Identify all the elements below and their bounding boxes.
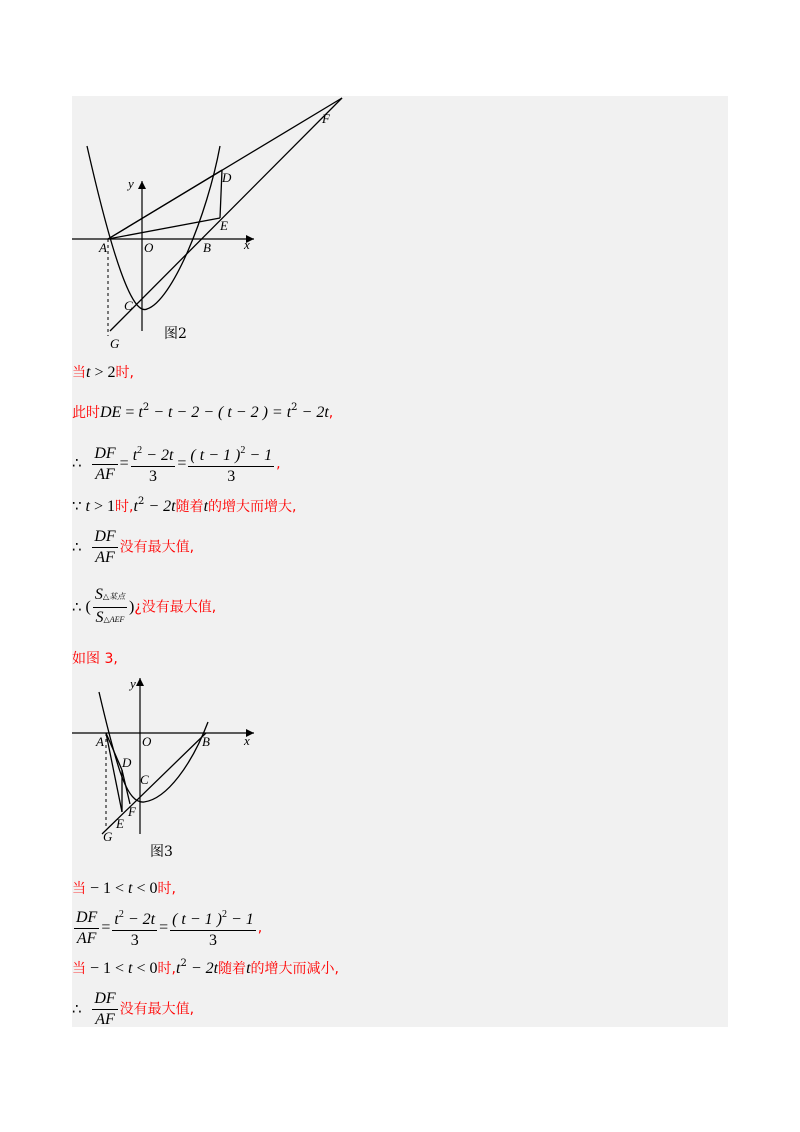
fig2-label-c: C [124, 298, 133, 313]
fraction-df-af [92, 990, 117, 1029]
de-expression-line [72, 402, 333, 422]
text-no-max: 没有最大值, [119, 539, 195, 556]
frac-num [131, 442, 176, 467]
fraction-right [170, 906, 256, 950]
relation: > 1 [90, 498, 116, 515]
exp-2: 2 [291, 402, 298, 413]
fraction-df-af [92, 528, 117, 567]
fig3-label-y: y [130, 676, 136, 691]
expr: − 1 [245, 447, 273, 464]
fig3-label-d: D [122, 755, 132, 770]
text-when: 当 [72, 365, 86, 381]
fig3-label-c: C [140, 772, 149, 787]
ratio-line-2 [72, 906, 262, 950]
figure-2-caption: 图2 [164, 326, 187, 342]
relation: < 0 [132, 960, 158, 977]
figure-3-diagram [72, 674, 262, 864]
frac-num: DF [92, 990, 117, 1010]
because-line [72, 496, 296, 516]
subscript: △AEF [103, 615, 125, 624]
frac-num: DF [92, 445, 117, 465]
exp-2: 2 [137, 496, 145, 507]
no-max-line-1 [72, 528, 194, 567]
fig2-label-x: x [244, 237, 250, 252]
paren-close: ) [129, 598, 135, 616]
eq-sign: = [159, 919, 169, 936]
var-t: t [86, 364, 91, 381]
paren-open: ( [85, 598, 91, 616]
fig3-label-b: B [202, 734, 210, 749]
as-figure-3 [72, 648, 118, 668]
fraction-middle [112, 906, 157, 950]
expr: − 2t [142, 447, 174, 464]
fig2-label-d: D [222, 170, 232, 185]
expr: − 2t [123, 911, 156, 928]
eq-sign: = [177, 455, 187, 472]
var-t: t [133, 498, 138, 515]
eq-sign: = [121, 404, 139, 421]
exp-2: 2 [180, 958, 187, 969]
fraction-df-af [74, 909, 99, 948]
therefore-symbol: ∴ [72, 597, 82, 616]
comma: , [257, 920, 263, 936]
frac-den: 3 [208, 932, 217, 949]
frac-den: AF [76, 929, 97, 947]
decreasing-line [72, 958, 339, 978]
frac-num [93, 586, 127, 608]
text-when: 当 [72, 961, 86, 977]
text: 随着 [218, 961, 247, 977]
exp-2: 2 [222, 909, 227, 920]
exp-2: 2 [240, 445, 246, 456]
fig2-label-o: O [144, 240, 154, 255]
frac-den [96, 608, 125, 629]
var-t: t [85, 498, 90, 515]
comma: , [328, 405, 334, 421]
var-t: t [132, 447, 138, 464]
eq-sign: = [101, 919, 111, 936]
text: 的增大而增大, [208, 499, 297, 515]
area-ratio-line [72, 586, 216, 629]
fig2-label-a: A [99, 240, 107, 255]
var-t: t [128, 960, 133, 977]
fraction-right [188, 442, 274, 486]
frac-den: 3 [149, 468, 158, 485]
frac-num [170, 906, 256, 931]
expr: − 2t [144, 498, 176, 515]
relation: < 0 [132, 880, 158, 897]
expr: ( t − 1 ) [172, 911, 222, 928]
frac-den: AF [95, 549, 115, 566]
var-t: t [114, 911, 119, 928]
expr-tail: − 2t [297, 404, 329, 421]
de-label: DE [100, 404, 122, 421]
var-t: t [246, 960, 251, 977]
ratio-line-1 [72, 442, 281, 486]
text-time: 时, [115, 365, 134, 381]
frac-num: DF [74, 909, 99, 929]
text-no-max: ¿没有最大值, [134, 599, 217, 616]
figure-2 [72, 96, 362, 356]
text-time: 时, [157, 961, 176, 977]
var-t: t [175, 960, 181, 977]
s-symbol: S [94, 586, 103, 603]
comma: , [276, 456, 281, 472]
fig3-label-f: F [128, 804, 136, 819]
fig3-label-a: A [96, 734, 104, 749]
frac-den: 3 [227, 468, 236, 485]
fraction-area [93, 586, 127, 629]
relation: − 1 < [86, 960, 129, 977]
exp-2: 2 [118, 909, 124, 920]
fraction-df-af [92, 445, 117, 484]
expr-middle: − t − 2 − ( t − 2 ) = [149, 404, 287, 421]
var-t: t [128, 880, 133, 897]
figure-3 [72, 674, 262, 864]
var-t: t [138, 404, 143, 421]
text-when: 当 [72, 881, 86, 897]
figure-2-diagram [72, 96, 362, 356]
therefore-symbol: ∴ [72, 537, 82, 556]
var-t: t [286, 404, 292, 421]
subscript: △某点 [102, 592, 126, 601]
therefore-symbol: ∴ [72, 454, 82, 472]
case-t-gt-2-condition [72, 362, 134, 382]
frac-num: DF [92, 528, 117, 548]
text: 的增大而减小, [250, 961, 339, 977]
expr: − 2t [186, 960, 219, 977]
text-as-figure: 如图 3, [72, 651, 118, 667]
text-time: 时, [115, 499, 134, 515]
fig3-label-x: x [244, 733, 250, 748]
s-symbol: S [95, 609, 104, 626]
fig2-label-f: F [322, 111, 330, 126]
fig2-label-b: B [203, 240, 211, 255]
fig2-label-g: G [110, 336, 120, 351]
frac-den: AF [95, 1011, 115, 1028]
fig3-label-g: G [103, 829, 113, 844]
because-symbol: ∵ [72, 497, 82, 515]
exp-2: 2 [137, 445, 143, 456]
frac-num [188, 442, 274, 467]
text-at-this-time: 此时 [72, 405, 100, 421]
text: 随着 [175, 499, 204, 515]
no-max-line-2 [72, 990, 194, 1029]
text-no-max: 没有最大值, [119, 1001, 195, 1018]
fig2-label-e: E [220, 218, 228, 233]
exp-2: 2 [142, 402, 150, 413]
therefore-symbol: ∴ [72, 999, 82, 1018]
text-time: 时, [157, 881, 176, 897]
figure-3-caption: 图3 [150, 844, 173, 860]
fig2-label-y: y [128, 176, 134, 191]
fraction-middle [131, 442, 176, 486]
eq-sign: = [119, 455, 129, 472]
relation: > 2 [90, 364, 116, 381]
relation: − 1 < [86, 880, 129, 897]
expr: ( t − 1 ) [190, 447, 241, 464]
var-t: t [203, 498, 209, 515]
case-neg-condition [72, 878, 176, 898]
frac-den: 3 [130, 932, 139, 949]
frac-den: AF [95, 465, 115, 483]
fig3-label-e: E [116, 816, 124, 831]
fig3-label-o: O [142, 734, 152, 749]
expr: − 1 [227, 911, 254, 928]
frac-num [112, 906, 157, 931]
